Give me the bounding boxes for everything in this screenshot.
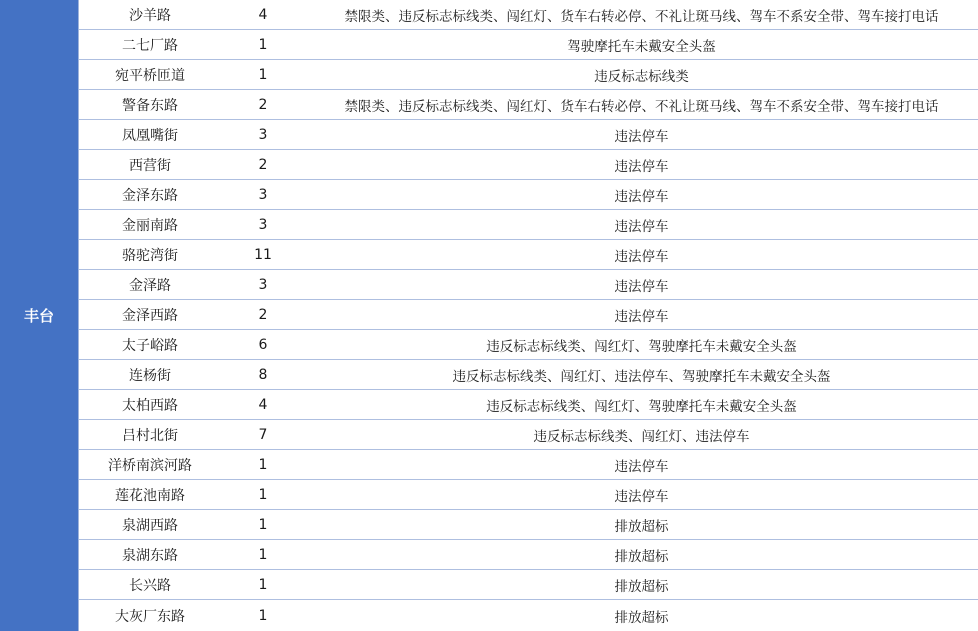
violation-type-cell: 禁限类、违反标志标线类、闯红灯、货车右转必停、不礼让斑马线、驾车不系安全带、驾车接打电话 bbox=[344, 98, 939, 115]
violation-type-cell: 排放超标 bbox=[614, 609, 669, 626]
violation-type-cell: 违法停车 bbox=[614, 188, 669, 205]
count-cell: 4 bbox=[258, 6, 268, 23]
road-cell: 金泽西路 bbox=[122, 307, 178, 324]
violation-type-cell: 违法停车 bbox=[614, 488, 669, 505]
violation-type-cell: 违反标志标线类、闯红灯、违法停车 bbox=[533, 428, 750, 445]
violation-type-cell: 违法停车 bbox=[614, 458, 669, 475]
violation-type-cell: 驾驶摩托车未戴安全头盔 bbox=[567, 38, 716, 55]
count-cell: 1 bbox=[258, 546, 268, 563]
table-body bbox=[79, 0, 978, 631]
count-cell: 8 bbox=[258, 366, 268, 383]
road-cell: 大灰厂东路 bbox=[115, 608, 185, 625]
count-cell: 2 bbox=[258, 306, 268, 323]
count-cell: 1 bbox=[258, 607, 268, 624]
road-cell: 沙羊路 bbox=[129, 7, 171, 24]
table-row bbox=[79, 210, 978, 240]
violation-type-cell: 排放超标 bbox=[614, 548, 669, 565]
count-cell: 7 bbox=[258, 426, 268, 443]
road-cell: 警备东路 bbox=[122, 97, 178, 114]
count-cell: 2 bbox=[258, 96, 268, 113]
violation-type-cell: 违反标志标线类、闯红灯、驾驶摩托车未戴安全头盔 bbox=[486, 398, 797, 415]
count-cell: 1 bbox=[258, 486, 268, 503]
road-cell: 洋桥南滨河路 bbox=[108, 457, 192, 474]
road-cell: 金泽路 bbox=[129, 277, 171, 294]
count-cell: 3 bbox=[258, 216, 268, 233]
table-row bbox=[79, 510, 978, 540]
road-cell: 泉湖东路 bbox=[122, 547, 178, 564]
road-cell: 骆驼湾街 bbox=[122, 247, 178, 264]
table-row bbox=[79, 540, 978, 570]
violation-type-cell: 违法停车 bbox=[614, 158, 669, 175]
count-cell: 1 bbox=[258, 576, 268, 593]
count-cell: 1 bbox=[258, 456, 268, 473]
road-cell: 太子峪路 bbox=[122, 337, 178, 354]
count-cell: 6 bbox=[258, 336, 268, 353]
violation-type-cell: 违反标志标线类 bbox=[594, 68, 689, 85]
table-row bbox=[79, 300, 978, 330]
road-cell: 西营街 bbox=[129, 157, 171, 174]
table-row bbox=[79, 150, 978, 180]
count-cell: 1 bbox=[258, 516, 268, 533]
count-cell: 3 bbox=[258, 276, 268, 293]
table-row bbox=[79, 60, 978, 90]
table-row bbox=[79, 420, 978, 450]
count-cell: 1 bbox=[258, 36, 268, 53]
road-cell: 金泽东路 bbox=[122, 187, 178, 204]
violation-type-cell: 违反标志标线类、闯红灯、违法停车、驾驶摩托车未戴安全头盔 bbox=[452, 368, 831, 385]
count-cell: 3 bbox=[258, 186, 268, 203]
table-row bbox=[79, 180, 978, 210]
road-cell: 金丽南路 bbox=[122, 217, 178, 234]
table-row bbox=[79, 30, 978, 60]
road-cell: 莲花池南路 bbox=[115, 487, 185, 504]
table-row bbox=[79, 240, 978, 270]
road-cell: 宛平桥匝道 bbox=[115, 67, 185, 84]
table-row bbox=[79, 450, 978, 480]
table-row bbox=[79, 330, 978, 360]
table-row bbox=[79, 570, 978, 600]
road-cell: 吕村北街 bbox=[122, 427, 178, 444]
road-cell: 连杨街 bbox=[129, 367, 171, 384]
violation-type-cell: 违法停车 bbox=[614, 278, 669, 295]
road-cell: 太柏西路 bbox=[122, 397, 178, 414]
violation-type-cell: 违法停车 bbox=[614, 308, 669, 325]
district-cell: 丰台 bbox=[0, 0, 79, 631]
table-row bbox=[79, 90, 978, 120]
road-cell: 长兴路 bbox=[129, 577, 171, 594]
table-row bbox=[79, 480, 978, 510]
violation-type-cell: 违法停车 bbox=[614, 128, 669, 145]
count-cell: 2 bbox=[258, 156, 268, 173]
count-cell: 1 bbox=[258, 66, 268, 83]
road-cell: 泉湖西路 bbox=[122, 517, 178, 534]
violation-type-cell: 违法停车 bbox=[614, 218, 669, 235]
table-row bbox=[79, 390, 978, 420]
violation-type-cell: 违法停车 bbox=[614, 248, 669, 265]
violation-type-cell: 禁限类、违反标志标线类、闯红灯、货车右转必停、不礼让斑马线、驾车不系安全带、驾车接打电话 bbox=[344, 8, 939, 25]
table-row bbox=[79, 0, 978, 30]
count-cell: 3 bbox=[258, 126, 268, 143]
table-row bbox=[79, 360, 978, 390]
count-cell: 4 bbox=[258, 396, 268, 413]
road-cell: 凤凰嘴街 bbox=[122, 127, 178, 144]
violation-type-cell: 排放超标 bbox=[614, 578, 669, 595]
table-row bbox=[79, 600, 978, 631]
count-cell: 11 bbox=[254, 246, 272, 263]
violation-type-cell: 排放超标 bbox=[614, 518, 669, 535]
violation-type-cell: 违反标志标线类、闯红灯、驾驶摩托车未戴安全头盔 bbox=[486, 338, 797, 355]
table-row bbox=[79, 270, 978, 300]
road-cell: 二七厂路 bbox=[122, 37, 178, 54]
table-row bbox=[79, 120, 978, 150]
